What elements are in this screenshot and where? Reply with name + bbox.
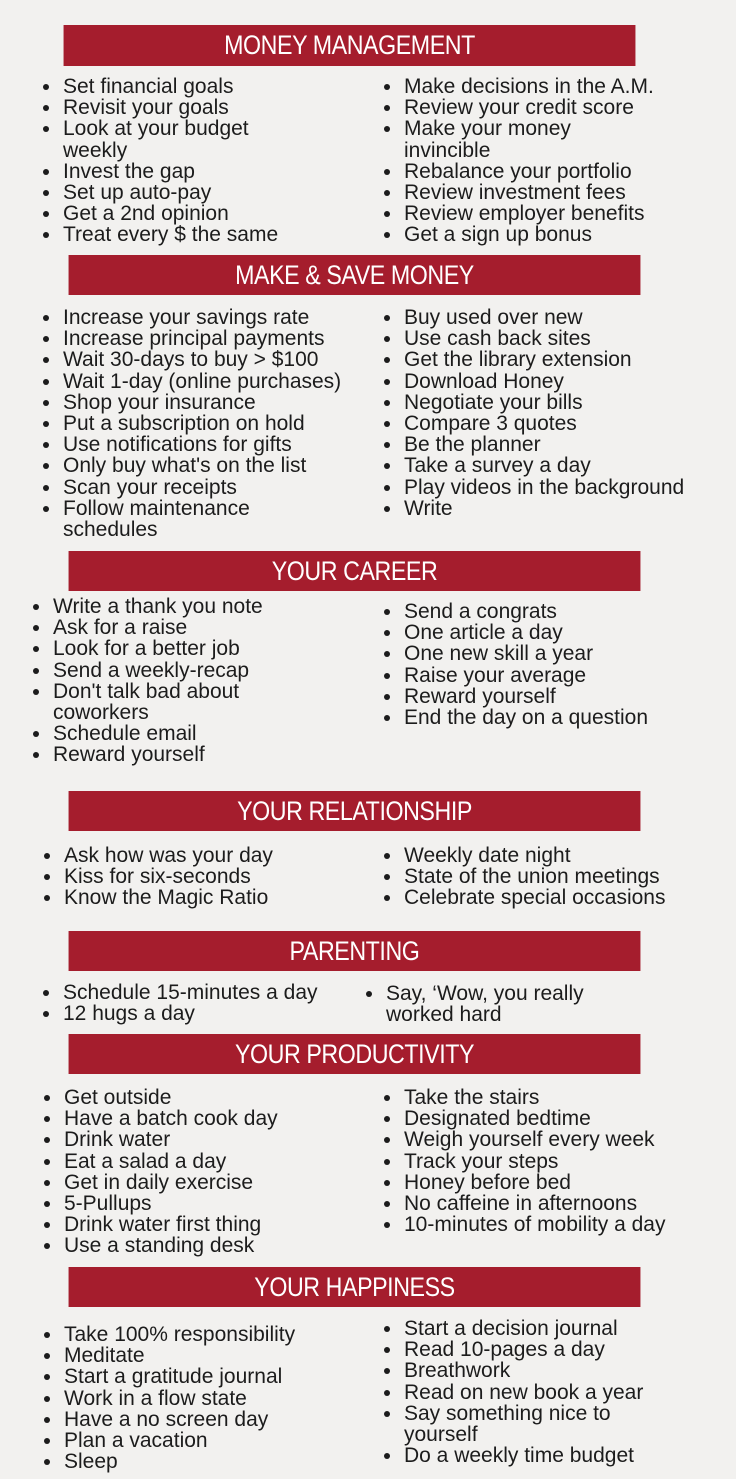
list-item: Put a subscription on hold xyxy=(63,413,383,434)
list-item: Breathwork xyxy=(404,1360,704,1381)
list-item: Make decisions in the A.M. xyxy=(404,76,704,97)
your-career-right-list xyxy=(404,601,704,728)
list-item: Start a decision journal xyxy=(404,1318,704,1339)
list-item: Weekly date night xyxy=(404,845,704,866)
list-item: Only buy what's on the list xyxy=(63,455,383,476)
list-item: Compare 3 quotes xyxy=(404,413,724,434)
list-item: Read on new book a year xyxy=(404,1382,704,1403)
list-item: Review investment fees xyxy=(404,182,704,203)
section-header-money-management xyxy=(64,25,636,66)
list-item: 12 hugs a day xyxy=(63,1003,363,1024)
parenting-right-list xyxy=(386,983,686,1025)
money-management-right-list xyxy=(404,76,704,246)
list-item: One article a day xyxy=(404,622,704,643)
list-item: Kiss for six-seconds xyxy=(64,866,364,887)
list-item: Download Honey xyxy=(404,371,724,392)
section-title: YOUR PRODUCTIVITY xyxy=(234,1038,475,1069)
list-item: Read 10-pages a day xyxy=(404,1339,704,1360)
make-save-money-left-list xyxy=(63,307,383,540)
section-header-your-productivity xyxy=(69,1034,641,1074)
list-item: 5-Pullups xyxy=(64,1193,364,1214)
list-item: Play videos in the background xyxy=(404,477,724,498)
list-item: Don't talk bad about coworkers xyxy=(53,681,353,723)
your-relationship-left-list xyxy=(64,845,364,909)
list-item: One new skill a year xyxy=(404,643,704,664)
list-item: Send a congrats xyxy=(404,601,704,622)
section-header-your-happiness xyxy=(69,1267,641,1307)
section-header-your-relationship xyxy=(69,791,641,831)
list-item: Ask for a raise xyxy=(53,617,353,638)
list-item: Review employer benefits xyxy=(404,203,704,224)
list-item: Know the Magic Ratio xyxy=(64,887,364,908)
list-item: Take the stairs xyxy=(404,1087,704,1108)
list-item: Be the planner xyxy=(404,434,724,455)
section-header-make-save-money xyxy=(69,255,641,295)
list-item: Say, ‘Wow, you really worked hard xyxy=(386,983,686,1025)
list-item: Look at your budget weekly xyxy=(63,118,363,160)
list-item: Treat every $ the same xyxy=(63,224,363,245)
list-item: Eat a salad a day xyxy=(64,1151,364,1172)
section-title: MONEY MANAGEMENT xyxy=(224,30,475,60)
list-item: Get a sign up bonus xyxy=(404,224,704,245)
list-item: Do a weekly time budget xyxy=(404,1445,704,1466)
list-item: State of the union meetings xyxy=(404,866,704,887)
section-title: YOUR CAREER xyxy=(271,555,438,586)
list-item: Get outside xyxy=(64,1087,364,1108)
list-item: Wait 1-day (online purchases) xyxy=(63,371,383,392)
your-career-left-list xyxy=(53,596,353,766)
list-item: Meditate xyxy=(64,1345,364,1366)
your-productivity-left-list xyxy=(64,1087,364,1257)
money-management-left-list xyxy=(63,76,363,246)
list-item: No caffeine in afternoons xyxy=(404,1193,704,1214)
list-item: Say something nice to yourself xyxy=(404,1403,704,1445)
list-item: Weigh yourself every week xyxy=(404,1129,704,1150)
section-header-your-career xyxy=(69,551,641,591)
list-item: Plan a vacation xyxy=(64,1430,364,1451)
list-item: Revisit your goals xyxy=(63,97,363,118)
list-item: End the day on a question xyxy=(404,707,704,728)
section-header-parenting xyxy=(69,931,641,971)
list-item: Take a survey a day xyxy=(404,455,724,476)
section-title: MAKE & SAVE MONEY xyxy=(235,259,474,290)
list-item: Shop your insurance xyxy=(63,392,383,413)
list-item: Drink water xyxy=(64,1129,364,1150)
list-item: Increase principal payments xyxy=(63,328,383,349)
list-item: Designated bedtime xyxy=(404,1108,704,1129)
list-item: Raise your average xyxy=(404,665,704,686)
list-item: Increase your savings rate xyxy=(63,307,383,328)
list-item: Follow maintenance schedules xyxy=(63,498,383,540)
list-item: Invest the gap xyxy=(63,161,363,182)
section-title: PARENTING xyxy=(289,935,420,966)
list-item: Schedule 15-minutes a day xyxy=(63,982,363,1003)
list-item: Review your credit score xyxy=(404,97,704,118)
list-item: Start a gratitude journal xyxy=(64,1366,364,1387)
list-item: Work in a flow state xyxy=(64,1388,364,1409)
list-item: Drink water first thing xyxy=(64,1214,364,1235)
list-item: Look for a better job xyxy=(53,638,353,659)
list-item: Ask how was your day xyxy=(64,845,364,866)
list-item: Use cash back sites xyxy=(404,328,724,349)
your-relationship-right-list xyxy=(404,845,704,909)
list-item: Use a standing desk xyxy=(64,1235,364,1256)
section-title: YOUR RELATIONSHIP xyxy=(237,795,472,826)
list-item: Get in daily exercise xyxy=(64,1172,364,1193)
section-title: YOUR HAPPINESS xyxy=(254,1271,455,1302)
list-item: Celebrate special occasions xyxy=(404,887,704,908)
list-item: Get a 2nd opinion xyxy=(63,203,363,224)
list-item: Sleep xyxy=(64,1451,364,1472)
list-item: Get the library extension xyxy=(404,349,724,370)
list-item: Reward yourself xyxy=(404,686,704,707)
list-item: Set financial goals xyxy=(63,76,363,97)
parenting-left-list xyxy=(63,982,363,1024)
list-item: Buy used over new xyxy=(404,307,724,328)
your-happiness-right-list xyxy=(404,1318,704,1466)
list-item: Wait 30-days to buy > $100 xyxy=(63,349,383,370)
list-item: Write a thank you note xyxy=(53,596,353,617)
list-item: Schedule email xyxy=(53,723,353,744)
your-productivity-right-list xyxy=(404,1087,704,1235)
list-item: Rebalance your portfolio xyxy=(404,161,704,182)
list-item: 10-minutes of mobility a day xyxy=(404,1214,704,1235)
your-happiness-left-list xyxy=(64,1324,364,1472)
list-item: Scan your receipts xyxy=(63,477,383,498)
list-item: Use notifications for gifts xyxy=(63,434,383,455)
list-item: Send a weekly-recap xyxy=(53,660,353,681)
list-item: Honey before bed xyxy=(404,1172,704,1193)
list-item: Track your steps xyxy=(404,1151,704,1172)
list-item: Have a batch cook day xyxy=(64,1108,364,1129)
list-item: Take 100% responsibility xyxy=(64,1324,364,1345)
list-item: Have a no screen day xyxy=(64,1409,364,1430)
list-item: Make your money invincible xyxy=(404,118,704,160)
list-item: Negotiate your bills xyxy=(404,392,724,413)
list-item: Write xyxy=(404,498,724,519)
make-save-money-right-list xyxy=(404,307,724,519)
list-item: Reward yourself xyxy=(53,744,353,765)
list-item: Set up auto-pay xyxy=(63,182,363,203)
